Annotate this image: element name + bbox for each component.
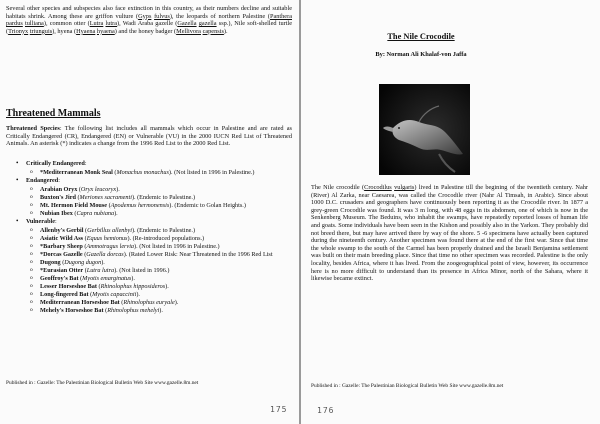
species-item: o Arabian Oryx (Oryx leucoryx). bbox=[26, 186, 290, 194]
species-name: Mt. Hermon Field Mouse bbox=[40, 201, 108, 209]
article-title: The Nile Crocodile bbox=[387, 32, 455, 41]
species-latin-name: Myotis emarginatus bbox=[82, 274, 132, 282]
species-item: o *Eurasian Otter (Lutra lutra). (Not listed in 1996.) bbox=[26, 267, 290, 275]
species-name: *Eurasian Otter bbox=[40, 266, 84, 274]
species-name: *Dorcas Gazelle bbox=[40, 250, 83, 258]
species-note: . (Endemic to Palestine.) bbox=[134, 193, 196, 201]
species-item: o Mehely's Horseshoe Bat (Rhinolophus mehelyi). bbox=[26, 307, 290, 315]
species-latin-name: Equus hemionus bbox=[86, 234, 128, 242]
species-latin-name: Lutra lutra bbox=[86, 266, 115, 274]
species-note: . bbox=[116, 209, 118, 217]
species-note: . (Not listed in 1996 in Palestine.) bbox=[136, 242, 220, 250]
category-list bbox=[14, 160, 290, 315]
category-item: • Endangered: o Arabian Oryx (Oryx leucoryx). o Buxton's Jird (Meriones sacramenti). (Endemic to Palestine.) o Mt. Hermon Field Mouse (Apodemus hermonensis). (Endemic to Golan Heights.) o Nubian Ibex (Capra nubiana). bbox=[14, 177, 290, 217]
species-name: Allenby's Gerbil bbox=[40, 226, 84, 234]
threatened-species-lead: Threatened Species bbox=[6, 125, 60, 132]
species-latin-name: Oryx leucoryx bbox=[80, 185, 117, 193]
category-label: Endangered bbox=[26, 177, 59, 184]
threatened-mammals-heading: Threatened Mammals bbox=[6, 108, 101, 119]
species-item: o *Dorcas Gazelle (Gazella dorcas). (Rated Lower Risk: Near Threatened in the 1996 Red List bbox=[26, 251, 290, 259]
species-item: o Dugong (Dugong dugon). bbox=[26, 259, 290, 267]
species-latin-name: Ammotragus lervia bbox=[86, 242, 135, 250]
species-item: o Asiatic Wild Ass (Equus hemionus). (Re-introduced populations.) bbox=[26, 235, 290, 243]
species-note: . bbox=[118, 185, 120, 193]
page-number-right: 176 bbox=[317, 406, 335, 415]
species-latin-name: Monachus monachus bbox=[116, 168, 169, 176]
species-item: o Nubian Ibex (Capra nubiana). bbox=[26, 210, 290, 218]
species-name: Arabian Oryx bbox=[40, 185, 78, 193]
species-note: . bbox=[133, 274, 135, 282]
species-latin-name: Capra nubiana bbox=[76, 209, 115, 217]
species-name: Mediterranean Horseshoe Bat bbox=[40, 298, 120, 306]
category-label: Critically Endangered bbox=[26, 160, 85, 167]
category-item: • Vulnerable: o Allenby's Gerbil (Gerbillus allenbyi). (Endemic to Palestine.) o Asiatic Wild Ass (Equus hemionus). (Re-introduced populations.) o *Barbary Sheep (Ammotragus lervia). (Not listed in 1996 in Palestine.) o *Dorcas Gazelle (Gazella dorcas). (Rated Lower Risk: Near Threatened in the 1996 Red List o Dugong (Dugong dugon). o *Eurasian Otter (Lutra lutra). (Not listed in 1996.) o Geoffroy's Bat (Myotis emarginatus). o Lesser Horseshoe Bat (Rhinolophus hipposideros). o Long-fingered Bat (Myotis capaccinii). o Mediterranean Horseshoe Bat (Rhinolophus euryale). o Mehely's Horseshoe Bat (Rhinolophus mehelyi). bbox=[14, 218, 290, 314]
species-note: . bbox=[161, 306, 163, 314]
species-latin-name: Myotis capaccinii bbox=[92, 290, 137, 298]
species-item: o *Barbary Sheep (Ammotragus lervia). (Not listed in 1996 in Palestine.) bbox=[26, 243, 290, 251]
species-item: o Mediterranean Horseshoe Bat (Rhinolophus euryale). bbox=[26, 299, 290, 307]
species-item: o Geoffroy's Bat (Myotis emarginatus). bbox=[26, 275, 290, 283]
species-list bbox=[26, 227, 290, 315]
species-latin-name: Gazella dorcas bbox=[86, 250, 124, 258]
category-label: Vulnerable bbox=[26, 218, 55, 225]
species-note: . (Rated Lower Risk: Near Threatened in the 1996 Red List bbox=[125, 250, 273, 258]
species-note: . bbox=[103, 258, 105, 266]
species-note: . (Re-introduced populations.) bbox=[129, 234, 205, 242]
category-item: • Critically Endangered: o *Mediterranean Monk Seal (Monachus monachus). (Not listed in 1996 in Palestine.) bbox=[14, 160, 290, 176]
species-latin-name: Meriones sacramenti bbox=[79, 193, 132, 201]
right-footer: Published in : Gazelle: The Palestinian Biological Bulletin Web Site www.gazelle.8m.net bbox=[311, 383, 504, 389]
species-latin-name: Apodemus hermonensis bbox=[110, 201, 170, 209]
species-item: o *Mediterranean Monk Seal (Monachus monachus). (Not listed in 1996 in Palestine.) bbox=[26, 169, 290, 177]
threatened-species-paragraph: Threatened Species: The following list includes all mammals which occur in Palestine and are rated as Critically Endangered (CR), Endangered (EN) or Vulnerable (VU) in the 2000 IUCN Red List of Threatened Animals. An asterisk (*) indicates a change from the 1996 Red List to the 2000 Red List. bbox=[6, 125, 292, 148]
species-item: o Mt. Hermon Field Mouse (Apodemus hermonensis). (Endemic to Golan Heights.) bbox=[26, 202, 290, 210]
species-name: Nubian Ibex bbox=[40, 209, 73, 217]
article-body: The Nile crocodile (Crocodilus vulgaris) lived in Palestine till the begining of the twentieth century. Nahr (River) Al Zarka, near Caesarea, was called the Crocodile river (Nahr Al Timsah, in Arabic). Since about 1000 D.C. crusaders and geographers have continuously been reporting it as the Crocodile river. In 1877 a grey-green Crocodile was found. It was 3 m long, with 48 eggs in its abdomen, one of which is now in the Senkenberg Museum. The Beduins, who inhabit the swamps, have repeatedly reported losses of human life and goats. Some individuals have been seen in the Kishon and possibly also in the Yarkon. They probably did not breed there, but may have arrived there by way of the shore. 5 -6 specimens have actually been captured during the nineteenth century. Another specimen was found there at the end of the first war. Since that time the whole swamp to the south of the Carmel has been properly drained and the Israeli Benjamina settlement was built on their main breeding place. Since that time no other specimen was recorded. Palestine is the only locality, besides Africa, where it has lived. From the zoogeographical point of view, however, its occurrence here is no more difficult to understand than its presence in Africa Minor, north of the Sahara, where it likewise became extinct. bbox=[311, 184, 588, 283]
species-note: . bbox=[167, 282, 169, 290]
page-number-left: 175 bbox=[270, 405, 288, 414]
crocodile-photo-icon bbox=[379, 84, 470, 175]
species-latin-name: Gerbillus allenbyi bbox=[87, 226, 132, 234]
species-item: o Long-fingered Bat (Myotis capaccinii). bbox=[26, 291, 290, 299]
article-author: By: Norman Ali Khalaf-von Jaffa bbox=[375, 51, 467, 58]
species-latin-name: Dugong dugon bbox=[64, 258, 102, 266]
species-latin-name: Rhinolophus hipposideros bbox=[100, 282, 166, 290]
species-latin-name: Rhinolophus euryale bbox=[123, 298, 175, 306]
species-name: Buxton's Jird bbox=[40, 193, 76, 201]
species-name: Mehely's Horseshoe Bat bbox=[40, 306, 104, 314]
species-name: Lesser Horseshoe Bat bbox=[40, 282, 97, 290]
species-name: *Barbary Sheep bbox=[40, 242, 83, 250]
species-note: . (Endemic to Golan Heights.) bbox=[171, 201, 246, 209]
species-note: . bbox=[176, 298, 179, 306]
species-latin-name: Rhinolophus mehelyi bbox=[107, 306, 160, 314]
species-list bbox=[26, 169, 290, 177]
species-item: o Buxton's Jird (Meriones sacramenti). (Endemic to Palestine.) bbox=[26, 194, 290, 202]
species-name: Geoffroy's Bat bbox=[40, 274, 79, 282]
intro-paragraph: Several other species and subspecies also face extinction in this country, as their numbers decline and suitable habitats shrink. Among these are griffon vulture (Gyps fulvus), the leopards of northern Palestine (Panthera pardus tulliana), common otter (Lutra lutra), Wadi Araba gazelle (Gazella gazella ssp.), Nile soft-shelled turtle (Trionyx triunguis), hyena (Hyaena hyaena) and the honey badger (Mellivora capensis). bbox=[6, 5, 293, 35]
right-page bbox=[301, 0, 600, 424]
species-name: *Mediterranean Monk Seal bbox=[40, 168, 113, 176]
species-list bbox=[26, 186, 290, 218]
species-note: . bbox=[138, 290, 140, 298]
species-name: Asiatic Wild Ass bbox=[40, 234, 84, 242]
species-name: Dugong bbox=[40, 258, 61, 266]
species-item: o Lesser Horseshoe Bat (Rhinolophus hipposideros). bbox=[26, 283, 290, 291]
left-footer: Published in : Gazelle: The Palestinian Biological Bulletin Web Site www.gazelle.8m.net bbox=[6, 380, 199, 386]
species-note: . (Endemic to Palestine.) bbox=[134, 226, 196, 234]
species-note: . (Not listed in 1996 in Palestine.) bbox=[170, 168, 255, 176]
species-name: Long-fingered Bat bbox=[40, 290, 89, 298]
left-page bbox=[0, 0, 299, 424]
species-item: o Allenby's Gerbil (Gerbillus allenbyi). (Endemic to Palestine.) bbox=[26, 227, 290, 235]
species-note: . (Not listed in 1996.) bbox=[116, 266, 170, 274]
